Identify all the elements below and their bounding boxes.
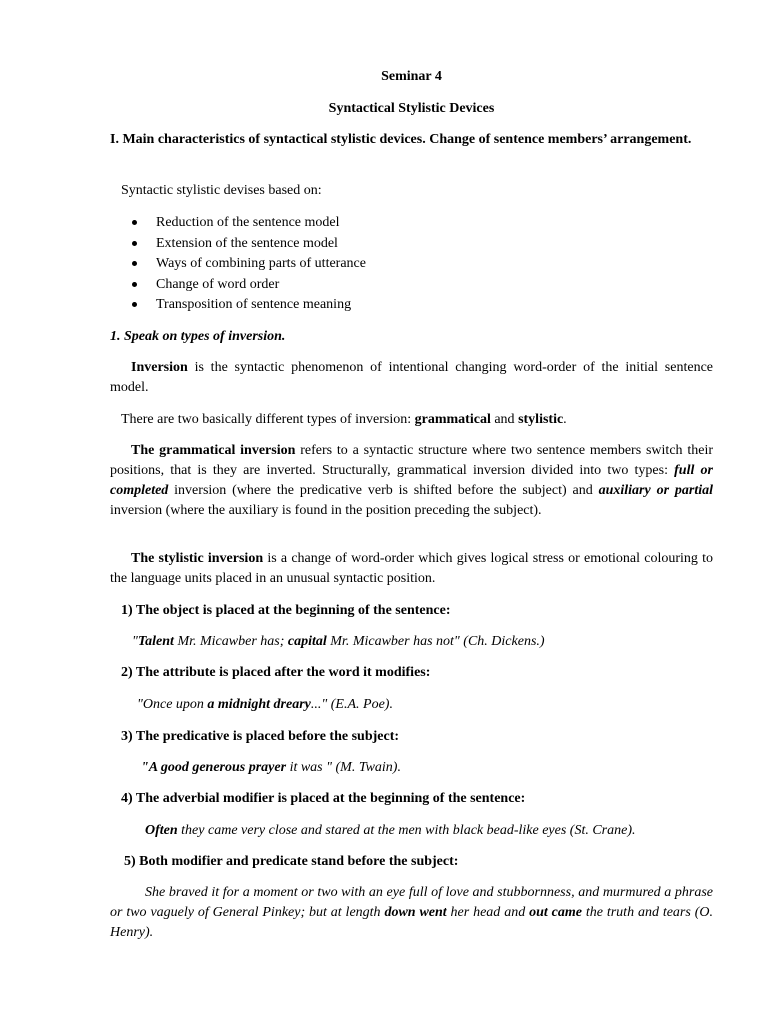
paragraph-types: There are two basically different types of inversion: grammatical and stylistic. xyxy=(121,412,567,427)
example-5: She braved it for a moment or two with an eye full of love and stubbornness, and murmured a phrase or two vaguely of General Pinkey; but at length down went her head and out came the truth and tears (O. Henry). xyxy=(110,885,713,940)
bullet-list xyxy=(110,213,713,316)
intro-text: Syntactic stylistic devises based on: xyxy=(121,183,322,198)
item-heading-2: 2) The attribute is placed after the word it modifies: xyxy=(121,665,431,680)
list-item: Extension of the sentence model xyxy=(110,234,713,255)
paragraph-stylistic-inversion: The stylistic inversion is a change of word-order which gives logical stress or emotional colouring to the language units placed in an unusual syntactic position. xyxy=(110,551,714,586)
example-2: "Once upon a midnight dreary..." (E.A. Poe). xyxy=(137,697,393,712)
item-heading-5: 5) Both modifier and predicate stand before the subject: xyxy=(124,854,459,869)
example-4: Often they came very close and stared at the men with black bead-like eyes (St. Crane). xyxy=(145,823,636,838)
bullet-icon xyxy=(132,302,137,307)
section-heading: I. Main characteristics of syntactical stylistic devices. Change of sentence members’ arrangement. xyxy=(110,132,692,147)
bullet-icon xyxy=(132,220,137,225)
bullet-icon xyxy=(132,282,137,287)
list-item: Transposition of sentence meaning xyxy=(110,295,713,316)
page-subtitle: Syntactical Stylistic Devices xyxy=(328,101,495,116)
page-title: Seminar 4 xyxy=(381,69,442,84)
paragraph-inversion: Inversion is the syntactic phenomenon of intentional changing word-order of the initial sentence model. xyxy=(110,360,713,395)
list-item: Reduction of the sentence model xyxy=(110,213,713,234)
question-heading: 1. Speak on types of inversion. xyxy=(110,329,286,344)
list-item: Ways of combining parts of utterance xyxy=(110,254,713,275)
example-3: "A good generous prayer it was " (M. Twain). xyxy=(141,760,401,775)
bullet-icon xyxy=(132,241,137,246)
bullet-icon xyxy=(132,261,137,266)
item-heading-3: 3) The predicative is placed before the subject: xyxy=(121,729,400,744)
item-heading-1: 1) The object is placed at the beginning of the sentence: xyxy=(121,603,451,618)
example-1: "Talent Mr. Micawber has; capital Mr. Micawber has not" (Ch. Dickens.) xyxy=(132,634,545,649)
paragraph-grammatical-inversion: The grammatical inversion refers to a syntactic structure where two sentence members switch their positions, that is they are inverted. Structurally, grammatical inversion divided into two types: full or completed inversion (where the predicative verb is shifted before the subject) and auxiliary or partial inversion (where the auxiliary is found in the position preceding the subject). xyxy=(110,443,714,518)
item-heading-4: 4) The adverbial modifier is placed at the beginning of the sentence: xyxy=(121,791,526,806)
list-item: Change of word order xyxy=(110,275,713,296)
